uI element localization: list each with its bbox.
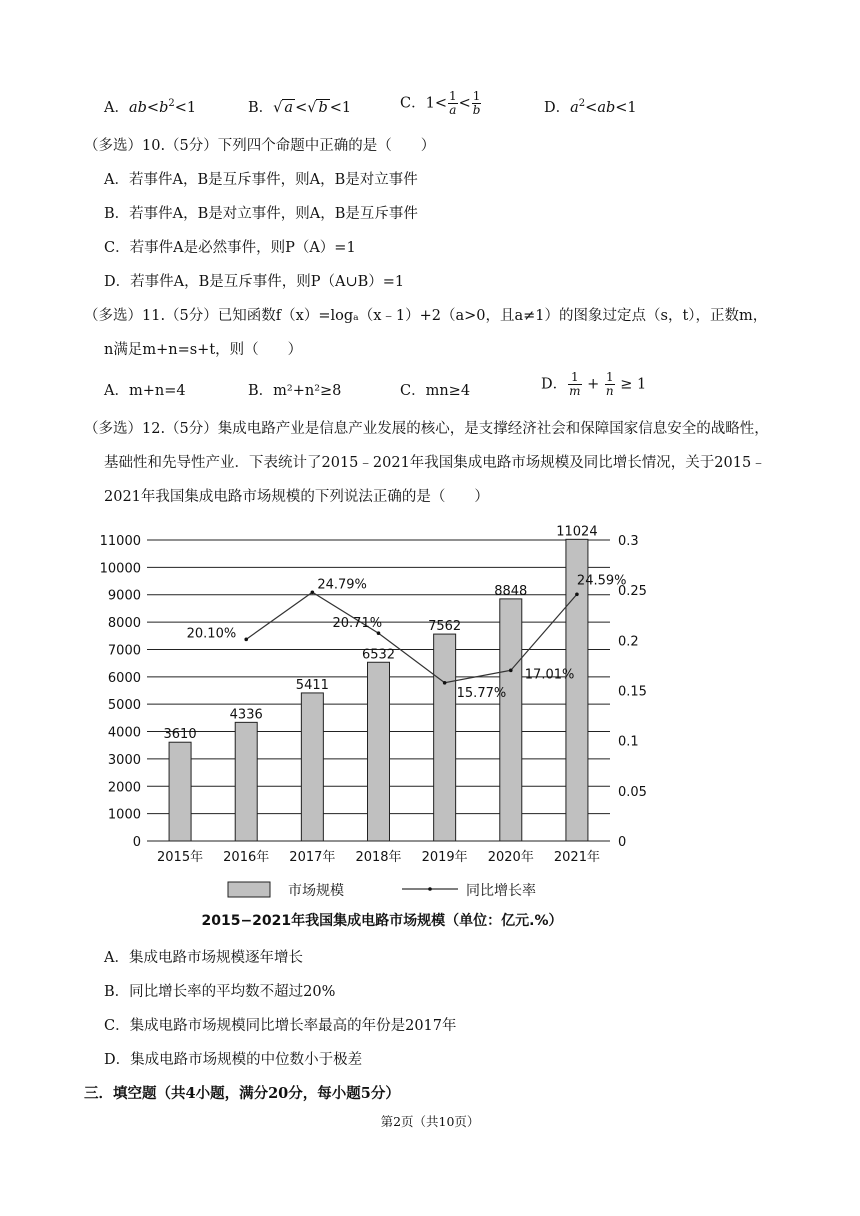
bar	[434, 634, 456, 841]
y-right-tick-label: 0	[618, 835, 627, 850]
y-left-tick-label: 11000	[99, 534, 141, 549]
legend-bar-swatch	[228, 882, 270, 897]
x-tick-label: 2016年	[223, 850, 270, 865]
bar	[500, 599, 522, 841]
growth-rate-label: 24.59%	[576, 573, 627, 589]
x-tick-label: 2020年	[487, 850, 534, 865]
q11-option-c: C．mn≥4	[400, 383, 471, 399]
chart-title: 2015−2021年我国集成电路市场规模（单位：亿元.%）	[201, 913, 563, 929]
growth-rate-point	[311, 590, 315, 594]
bar	[235, 722, 257, 841]
q10-option-a: A．若事件A，B是互斥事件，则A，B是对立事件	[104, 172, 418, 188]
growth-rate-point	[443, 681, 447, 685]
q12-stem-line2: 基础性和先导性产业．下表统计了2015﹣2021年我国集成电路市场规模及同比增长情况，关于2015﹣	[104, 455, 766, 471]
section-3-heading: 三．填空题（共4小题，满分20分，每小题5分）	[84, 1085, 400, 1102]
growth-rate-label: 20.71%	[332, 616, 383, 632]
bar-value-label: 7562	[428, 619, 462, 635]
q10-option-c: C．若事件A是必然事件，则P（A）=1	[104, 240, 356, 256]
q12-option-c: C．集成电路市场规模同比增长率最高的年份是2017年	[104, 1018, 457, 1034]
bar-value-label: 8848	[494, 583, 528, 599]
bar-value-label: 4336	[229, 707, 263, 723]
y-left-tick-label: 3000	[107, 752, 141, 768]
q9-option-c: C．1< $\frac{1}{a}$ < $\frac{1}{b}$	[400, 89, 481, 117]
q11-option-a: A．m+n=4	[104, 383, 186, 399]
q9-option-a: A．$ab<b^2<1$	[104, 98, 197, 116]
bar	[301, 693, 323, 841]
legend-line-label: 同比增长率	[466, 883, 536, 899]
page-footer: 第2页（共10页）	[380, 1114, 480, 1129]
y-left-tick-label: 2000	[107, 780, 141, 796]
growth-rate-point	[509, 669, 513, 673]
growth-rate-label: 20.10%	[186, 626, 237, 642]
x-tick-label: 2019年	[421, 850, 468, 865]
q12-stem-line1: （多选）12.（5分）集成电路产业是信息产业发展的核心，是支撑经济社会和保障国家信息安全的战略性，	[84, 421, 769, 437]
growth-rate-point	[244, 638, 248, 642]
q11-option-d: D． $\frac{1}{m}$ + $\frac{1}{n}$ ≥ 1	[541, 370, 647, 398]
bar-value-label: 11024	[556, 524, 598, 540]
legend-line-marker	[428, 887, 432, 891]
y-right-tick-label: 0.3	[618, 534, 639, 549]
growth-rate-label: 15.77%	[456, 685, 507, 701]
x-tick-label: 2018年	[355, 850, 402, 865]
bar-value-label: 6532	[361, 647, 396, 663]
q10-stem: （多选）10.（5分）下列四个命题中正确的是（ ）	[84, 138, 436, 154]
bar	[169, 742, 191, 841]
bar	[368, 662, 390, 841]
y-left-tick-label: 9000	[107, 588, 141, 604]
growth-rate-label: 17.01%	[524, 667, 575, 683]
bar-value-label: 5411	[295, 677, 329, 693]
q12-option-d: D．集成电路市场规模的中位数小于极差	[104, 1052, 363, 1068]
x-tick-label: 2021年	[553, 850, 600, 865]
growth-rate-label: 24.79%	[317, 577, 367, 593]
q9-option-b: B．√ a <√ b <1	[248, 100, 352, 116]
y-right-tick-label: 0.15	[618, 684, 647, 700]
q12-stem-line3: 2021年我国集成电路市场规模的下列说法正确的是（ ）	[104, 489, 489, 505]
q12-option-b: B．同比增长率的平均数不超过20%	[104, 984, 336, 1000]
q10-option-d: D．若事件A，B是互斥事件，则P（A∪B）=1	[104, 274, 405, 290]
x-tick-label: 2017年	[289, 850, 336, 865]
y-right-tick-label: 0.05	[618, 784, 647, 800]
q9-option-d: D．$a^2<ab<1$	[544, 98, 637, 116]
market-size-chart	[90, 515, 770, 935]
y-right-tick-label: 0.1	[618, 734, 639, 750]
y-right-tick-label: 0.2	[618, 634, 639, 650]
q11-stem-line1: （多选）11.（5分）已知函数f（x）=logₐ（x﹣1）+2（a>0，且a≠1）的图象过定点（s，t），正数m，	[84, 308, 768, 324]
y-right-tick-label: 0.25	[618, 584, 647, 600]
y-left-tick-label: 8000	[107, 616, 141, 632]
q10-option-b: B．若事件A，B是对立事件，则A，B是互斥事件	[104, 206, 418, 222]
y-left-tick-label: 0	[132, 835, 141, 850]
y-left-tick-label: 10000	[99, 561, 141, 577]
y-left-tick-label: 6000	[107, 670, 141, 686]
growth-rate-point	[377, 631, 381, 635]
q11-option-b: B．m²+n²≥8	[248, 383, 342, 399]
x-tick-label: 2015年	[157, 850, 204, 865]
y-left-tick-label: 4000	[107, 725, 141, 741]
legend-bar-label: 市场规模	[288, 883, 344, 899]
q12-option-a: A．集成电路市场规模逐年增长	[104, 950, 303, 966]
growth-rate-point	[575, 592, 579, 596]
bar-value-label: 3610	[163, 727, 197, 743]
y-left-tick-label: 5000	[107, 698, 141, 714]
y-left-tick-label: 1000	[107, 807, 141, 823]
q11-stem-line2: n满足m+n=s+t，则（ ）	[104, 342, 303, 358]
y-left-tick-label: 7000	[107, 643, 141, 659]
